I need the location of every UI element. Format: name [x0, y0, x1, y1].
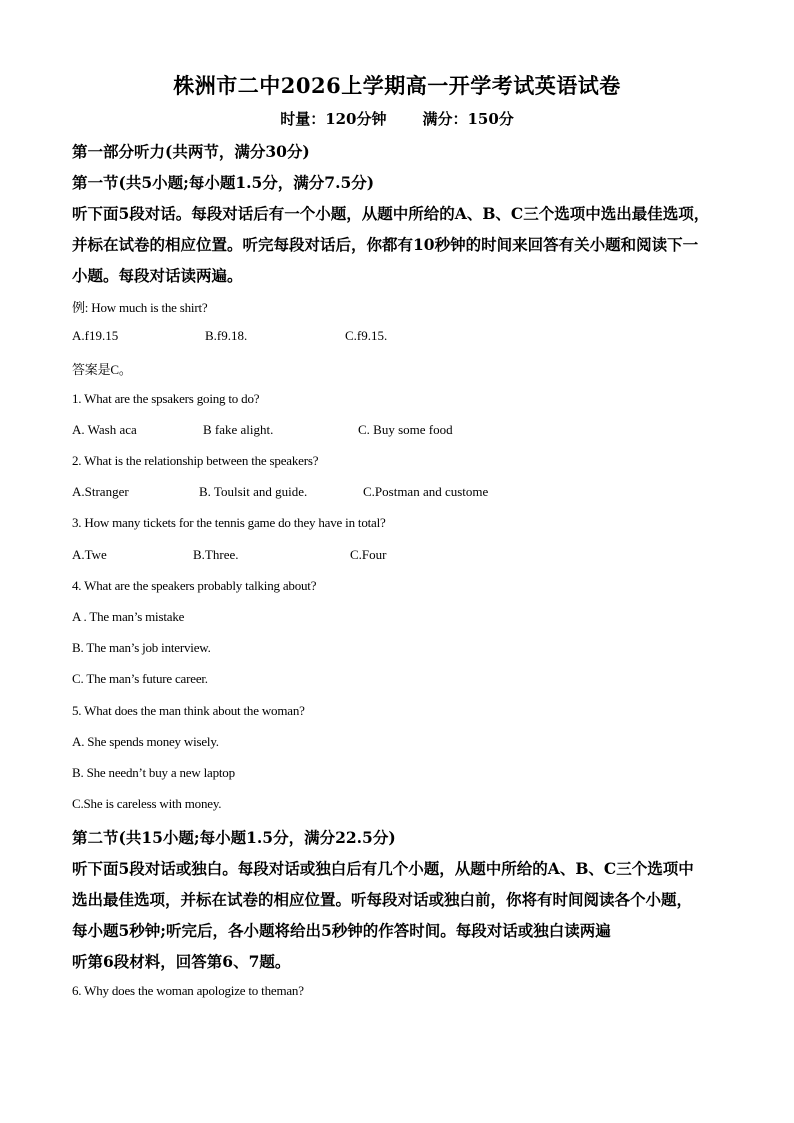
q5-option-c: C.She is careless with money. [72, 796, 222, 811]
section1-instruction-line: 听下面5段对话。每段对话后有一个小题，从题中所给的A、B、C三个选项中选出最佳选项， [72, 204, 710, 223]
section2-instruction-line: 听第6段材料，回答第6、7题。 [72, 952, 291, 971]
section2-instruction-line: 听下面5段对话或独白。每段对话或独白后有几个小题，从题中所给的A、B、C三个选项中 [72, 859, 694, 878]
section2-heading: 第二节(共15小题;每小题1.5分，满分22.5分) [72, 828, 396, 847]
q5-option-b: B. She needn’t buy a new laptop [72, 765, 235, 780]
q4-option-b: B. The man’s job interview. [72, 640, 211, 655]
exam-title: 株洲市二中2026上学期高一开学考试英语试卷 [173, 73, 621, 98]
q4-option-c: C. The man’s future career. [72, 671, 208, 686]
example-question: 例: How much is the shirt? [72, 300, 208, 315]
question-6: 6. Why does the woman apologize to theman? [72, 983, 304, 998]
question-5: 5. What does the man think about the woman? [72, 703, 305, 718]
q2-option-b: B. Toulsit and guide. [199, 484, 308, 499]
example-answer: 答案是C。 [72, 362, 132, 377]
section1-instruction-line: 并标在试卷的相应位置。听完每段对话后，你都有10秒钟的时间来回答有关小题和阅读下一 [72, 235, 699, 254]
question-3: 3. How many tickets for the tennis game do they have in total? [72, 515, 386, 530]
total-score: 满分：150分 [422, 110, 514, 128]
question-1: 1. What are the spsakers going to do? [72, 391, 260, 406]
time-limit: 时量：120分钟 [280, 110, 387, 128]
q3-option-a: A.Twe [72, 547, 107, 562]
example-option-c: C.f9.15. [345, 328, 388, 343]
example-option-a: A.f19.15 [72, 328, 119, 343]
q2-option-c: C.Postman and custome [363, 484, 489, 499]
section2-instruction-line: 每小题5秒钟;听完后，各小题将给出5秒钟的作答时间。每段对话或独白读两遍 [72, 921, 611, 940]
q1-option-a: A. Wash aca [72, 422, 137, 437]
q4-option-a: A . The man’s mistake [72, 609, 185, 624]
q2-option-a: A.Stranger [72, 484, 129, 499]
section1-instruction-line: 小题。每段对话读两遍。 [72, 266, 243, 285]
q1-option-c: C. Buy some food [358, 422, 453, 437]
part1-heading: 第一部分听力(共两节，满分30分) [72, 142, 310, 161]
section1-heading: 第一节(共5小题;每小题1.5分，满分7.5分) [72, 173, 375, 192]
example-option-b: B.f9.18. [205, 328, 248, 343]
q3-option-c: C.Four [350, 547, 387, 562]
q3-option-b: B.Three. [193, 547, 239, 562]
exam-subtitle [0, 108, 794, 129]
section2-instruction-line: 选出最佳选项，并标在试卷的相应位置。听每段对话或独白前，你将有时间阅读各个小题， [72, 890, 693, 909]
q1-option-b: B fake alight. [203, 422, 274, 437]
question-2: 2. What is the relationship between the speakers? [72, 453, 319, 468]
question-4: 4. What are the speakers probably talking about? [72, 578, 317, 593]
q5-option-a: A. She spends money wisely. [72, 734, 219, 749]
